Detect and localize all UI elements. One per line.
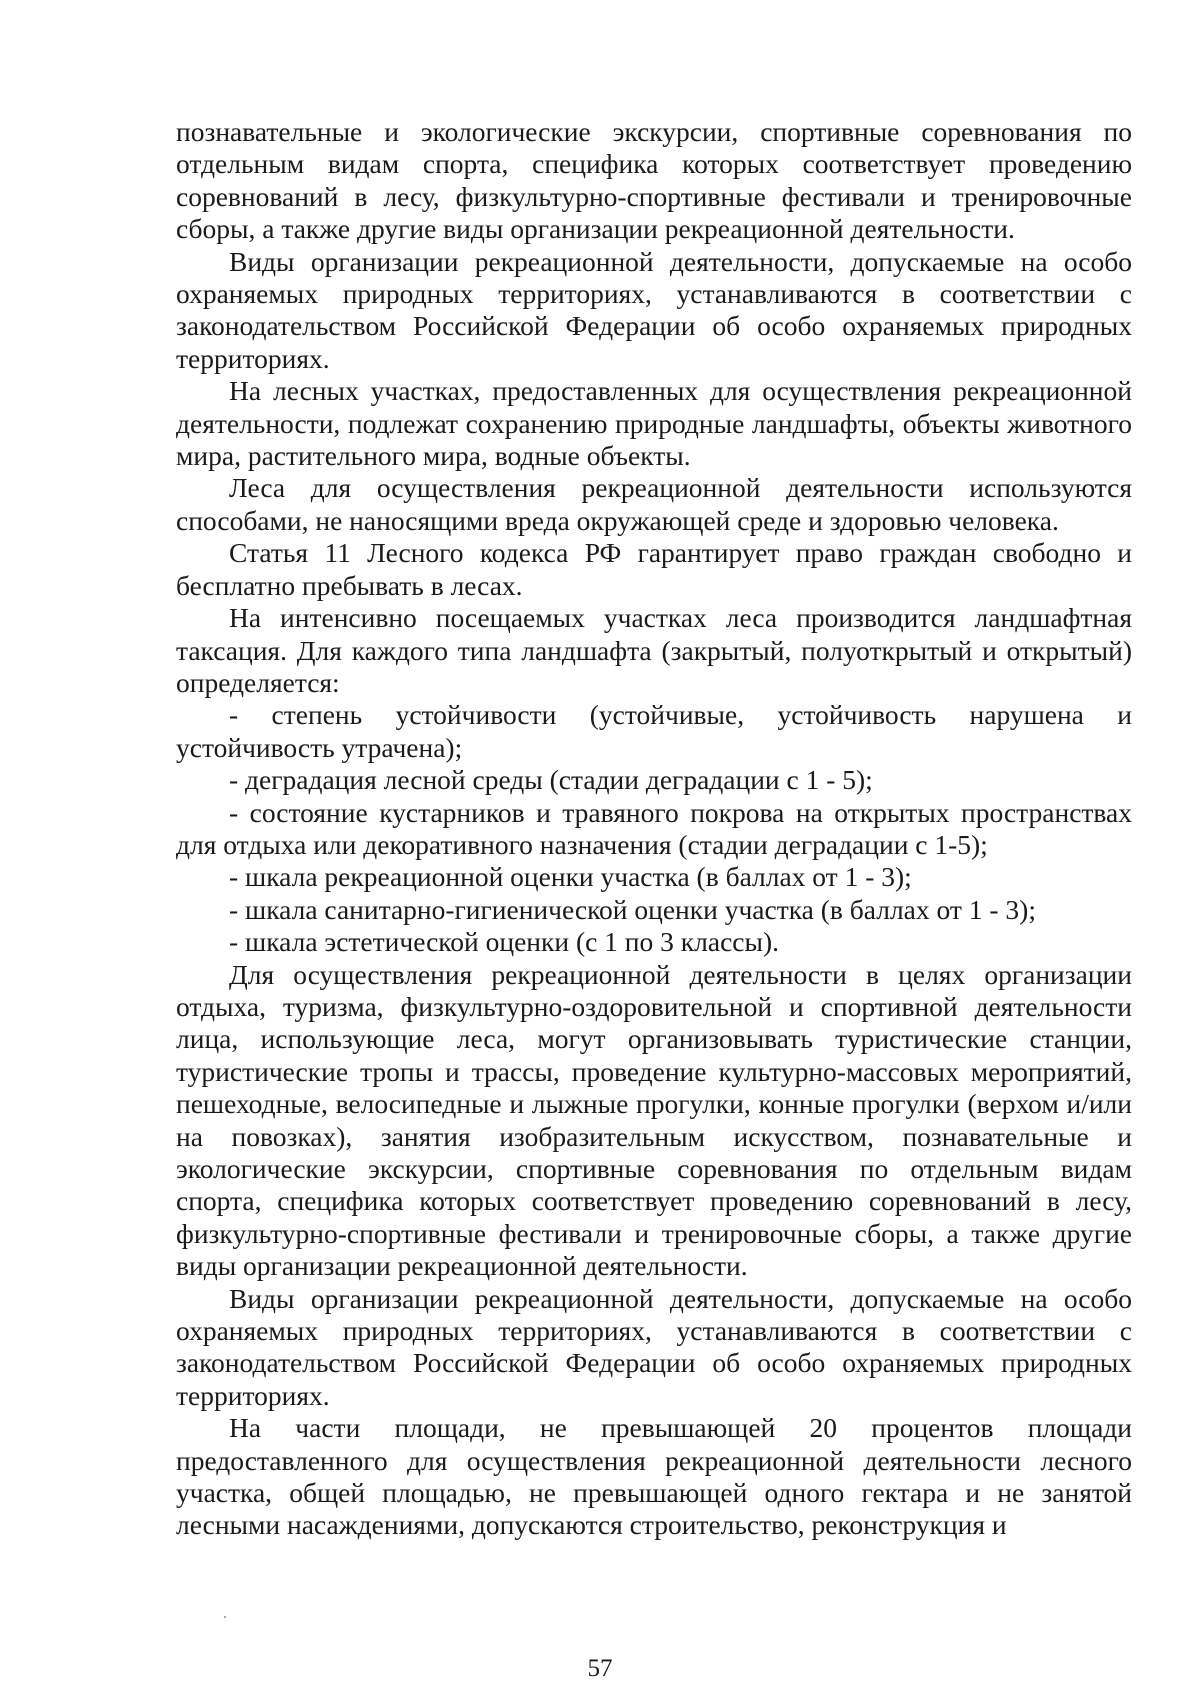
paragraph: На части площади, не превышающей 20 процентов площади предоставленного для осуществления рекреационной деятельности лесного участка, общей площадью, не превышающей одного гектара и не занятой лесными насаждениями, допускаются строительство, реконструкция и: [176, 1412, 1132, 1541]
paragraph: познавательные и экологические экскурсии, спортивные соревнования по отдельным видам спорта, специфика которых соответствует проведению соревнований в лесу, физкультурно-спортивные фестивали и тренировочные сборы, а также другие виды организации рекреационной деятельности.: [176, 116, 1132, 245]
list-item: - деградация лесной среды (стадии деградации с 1 - 5);: [229, 764, 873, 796]
paragraph: Статья 11 Лесного кодекса РФ гарантирует право граждан свободно и бесплатно пребывать в лесах.: [176, 537, 1132, 601]
paragraph: На интенсивно посещаемых участках леса производится ландшафтная таксация. Для каждого типа ландшафта (закрытый, полуоткрытый и открытый) определяется:: [176, 602, 1132, 698]
scan-speck: [224, 1616, 226, 1618]
paragraph: Для осуществления рекреационной деятельности в целях организации отдыха, туризма, физкультурно-оздоровительной и спортивной деятельности лица, использующие леса, могут организовывать туристические станции, туристические тропы и трассы, проведение культурно-массовых мероприятий, пешеходные, велосипедные и лыжные прогулки, конные прогулки (верхом и/или на повозках), занятия изобразительным искусством, познавательные и экологические экскурсии, спортивные соревнования по отдельным видам спорта, специфика которых соответствует проведению соревнований в лесу, физкультурно-спортивные фестивали и тренировочные сборы, а также другие виды организации рекреационной деятельности.: [176, 958, 1132, 1282]
list-item: - состояние кустарников и травяного покрова на открытых пространствах для отдыха или декоративного назначения (стадии деградации с 1-5);: [176, 796, 1132, 860]
list-item: - степень устойчивости (устойчивые, устойчивость нарушена и устойчивость утрачена);: [176, 699, 1132, 763]
list-item: - шкала санитарно-гигиенической оценки участка (в баллах от 1 - 3);: [229, 893, 1036, 925]
list-item: - шкала эстетической оценки (с 1 по 3 классы).: [229, 926, 779, 958]
paragraph: Леса для осуществления рекреационной деятельности используются способами, не наносящими вреда окружающей среде и здоровью человека.: [176, 472, 1132, 536]
paragraph: Виды организации рекреационной деятельности, допускаемые на особо охраняемых природных территориях, устанавливаются в соответствии с законодательством Российской Федерации об особо охраняемых природных территориях.: [176, 1282, 1132, 1411]
document-body: [176, 116, 1132, 1542]
paragraph: На лесных участках, предоставленных для осуществления рекреационной деятельности, подлежат сохранению природные ландшафты, объекты животного мира, растительного мира, водные объекты.: [176, 375, 1132, 472]
list-item: - шкала рекреационной оценки участка (в баллах от 1 - 3);: [229, 861, 912, 893]
paragraph: Виды организации рекреационной деятельности, допускаемые на особо охраняемых природных территориях, устанавливаются в соответствии с законодательством Российской Федерации об особо охраняемых природных территориях.: [176, 245, 1132, 374]
page-number: 57: [587, 1655, 613, 1682]
